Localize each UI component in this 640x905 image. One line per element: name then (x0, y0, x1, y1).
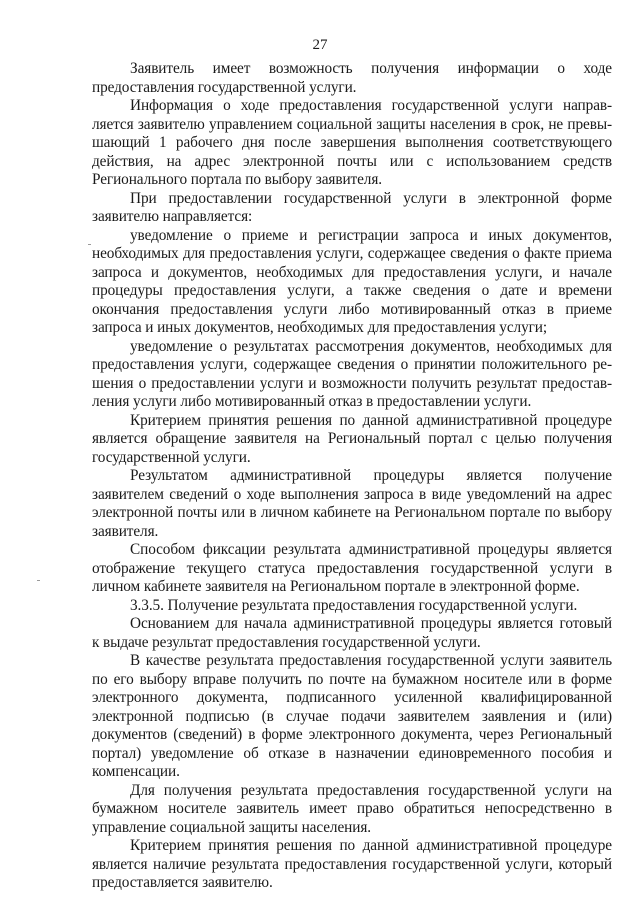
paragraph (92, 60, 612, 97)
text-line: управление социальной защиты населения. (92, 818, 371, 836)
paragraph (92, 837, 612, 893)
document-body (92, 60, 612, 893)
text-line: по его выбору вправе получить по почте на бумажном носителе или в форме (92, 670, 612, 688)
text-line: портал) уведомление об отказе в назначении единовременного пособия и (92, 744, 612, 762)
text-line: электронной почты или в личном кабинете на Региональном портале по выбору (92, 504, 612, 521)
text-line: окончания предоставления услуги либо мотивированный отказ в приеме (92, 300, 612, 318)
text-line: уведомление о результатах рассмотрения документов, необходимых для (130, 337, 612, 355)
text-line: действия, на адрес электронной почты или с использованием средств (92, 152, 612, 170)
text-line: Заявитель имеет возможность получения информации о ходе (130, 60, 612, 77)
paragraph (92, 190, 612, 227)
text-line: запроса и иных документов, необходимых для предоставления услуги; (92, 319, 548, 336)
text-line: заявителем сведений о ходе выполнения запроса в виде уведомлений на адрес (92, 485, 612, 503)
scan-artifact (88, 244, 91, 245)
paragraph (92, 338, 612, 412)
page-number: 27 (312, 37, 328, 53)
text-line: электронной подписью (в случае подачи заявителем заявления и (или) (92, 707, 612, 725)
paragraph (92, 97, 612, 190)
text-line: Основанием для начала административной процедуры является готовый (130, 615, 612, 632)
text-line: электронного документа, подписанного усиленной квалифицированной (92, 689, 612, 706)
paragraph (92, 782, 612, 838)
text-line: бумажном носителе заявитель имеет право обратиться непосредственно в (92, 800, 612, 817)
paragraph (92, 615, 612, 652)
text-line: Критерием принятия решения по данной административной процедуре (130, 411, 612, 429)
text-line: запроса и документов, необходимых для предоставления услуги, и начале (92, 263, 612, 281)
text-line: к выдаче результат предоставления государственной услуги. (92, 633, 481, 651)
text-line: личном кабинете заявителя на Региональном портале в электронной форме. (92, 578, 580, 595)
text-line: является обращение заявителя на Региональный портал с целью получения (92, 430, 612, 447)
text-line: Регионального портала по выбору заявителя. (92, 171, 383, 188)
text-line: При предоставлении государственной услуги в электронной форме (130, 189, 612, 207)
text-line: Результатом административной процедуры является получение (130, 467, 612, 484)
text-line: компенсации. (92, 763, 180, 780)
text-line: предоставляется заявителю. (92, 874, 273, 891)
text-line: В качестве результата предоставления государственной услуги заявитель (130, 652, 612, 669)
text-line: Способом фиксации результата административной процедуры является (130, 541, 612, 558)
text-line: Критерием принятия решения по данной административной процедуре (130, 837, 612, 854)
paragraph (92, 412, 612, 468)
text-line: шающий 1 рабочего дня после завершения выполнения соответствующего (92, 134, 612, 151)
paragraph (92, 227, 612, 338)
paragraph (92, 597, 612, 616)
text-line: Для получения результата предоставления государственной услуги на (130, 781, 612, 799)
text-line: ляется заявителю управлением социальной защиты населения в срок, не превы- (92, 115, 612, 133)
text-line: ления услуги либо мотивированный отказ в предоставлении услуги. (92, 393, 532, 410)
text-line: документов (сведений) в форме электронного документа, через Региональный (92, 726, 612, 743)
text-line: необходимых для предоставления услуги, содержащее сведения о факте приема (92, 245, 612, 262)
text-line: отображение текущего статуса предоставления государственной услуги в (92, 559, 612, 577)
text-line: Информация о ходе предоставления государственной услуги направ- (130, 97, 612, 114)
text-line: процедуры предоставления услуги, а также сведения о дате и времени (92, 282, 612, 299)
scan-artifact (37, 580, 40, 581)
text-line: предоставления услуги, содержащее сведения о принятии положительного ре- (92, 356, 612, 373)
text-line: 3.3.5. Получение результата предоставления государственной услуги. (130, 596, 578, 614)
text-line: шения о предоставлении услуги и возможности получить результат предостав- (92, 374, 612, 392)
paragraph (92, 467, 612, 541)
paragraph (92, 541, 612, 597)
paragraph (92, 652, 612, 782)
text-line: заявителя. (92, 522, 159, 540)
text-line: предоставления государственной услуги. (92, 78, 357, 96)
text-line: государственной услуги. (92, 448, 251, 466)
text-line: заявителю направляется: (92, 208, 253, 225)
text-line: является наличие результата предоставления государственной услуги, который (92, 855, 612, 873)
text-line: уведомление о приеме и регистрации запроса и иных документов, (130, 226, 612, 244)
